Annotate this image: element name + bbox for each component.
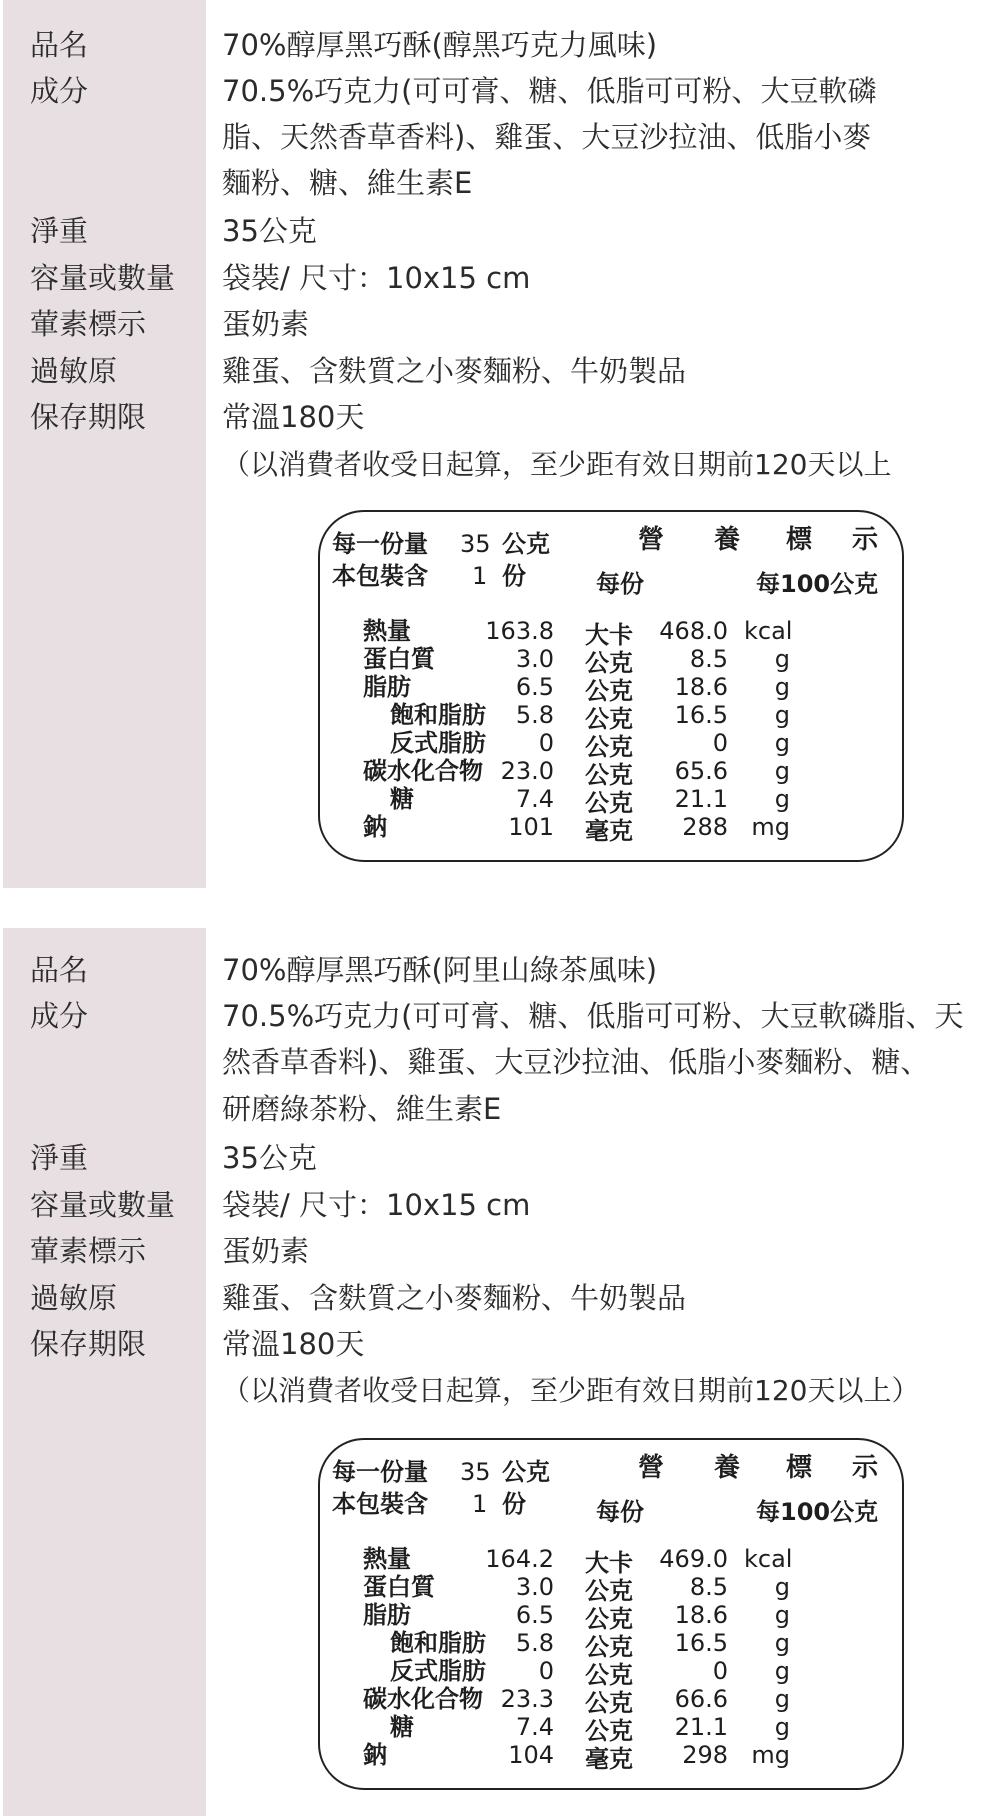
per-100g-header: 每100公克: [756, 570, 879, 598]
per-100g-value: 66.6: [674, 1685, 728, 1713]
serving-size-unit: 公克: [502, 1458, 550, 1486]
per-serving-value: 163.8: [485, 617, 554, 645]
per-100g-value: 65.6: [674, 757, 728, 785]
nutrient-name: 蛋白質: [363, 645, 435, 673]
servings-per-pack-value: 1: [472, 562, 488, 590]
product-name: 70%醇厚黑巧酥(醇黑巧克力風味): [222, 28, 658, 62]
nutrition-title-char: 示: [852, 525, 879, 555]
label-ingredients: 成分: [30, 999, 89, 1033]
nutrition-title-char: 養: [714, 525, 741, 555]
per-serving-header: 每份: [596, 1498, 644, 1526]
per-100g-unit: g: [774, 701, 790, 729]
nutrition-label: [318, 510, 904, 862]
per-serving-header: 每份: [596, 570, 644, 598]
per-serving-unit: 公克: [585, 1633, 633, 1661]
per-100g-value: 16.5: [674, 1629, 728, 1657]
per-serving-value: 6.5: [515, 673, 554, 701]
label-ingredients: 成分: [30, 74, 89, 108]
per-100g-value: 8.5: [689, 645, 728, 673]
nutrient-name: 蛋白質: [363, 1573, 435, 1601]
per-serving-unit: 公克: [585, 705, 633, 733]
ingredients-line: 70.5%巧克力(可可膏、糖、低脂可可粉、大豆軟磷脂、天: [222, 999, 964, 1033]
per-100g-unit: g: [774, 785, 790, 813]
shelf-life-note: （以消費者收受日起算，至少距有效日期前120天以上）: [222, 1374, 920, 1407]
per-serving-unit: 公克: [585, 1605, 633, 1633]
label-column-background: [3, 928, 206, 1816]
per-serving-unit: 公克: [585, 1717, 633, 1745]
per-100g-value: 469.0: [659, 1545, 728, 1573]
label-shelf-life: 保存期限: [30, 400, 147, 434]
per-100g-unit: g: [774, 645, 790, 673]
label-net-weight: 淨重: [30, 214, 89, 248]
per-serving-unit: 大卡: [585, 1549, 633, 1577]
label-net-weight: 淨重: [30, 1141, 89, 1175]
nutrient-name: 糖: [390, 1713, 414, 1741]
ingredients-line: 麵粉、糖、維生素E: [222, 166, 473, 200]
per-serving-unit: 公克: [585, 761, 633, 789]
nutrient-name: 碳水化合物: [363, 1685, 483, 1713]
shelf-life-note: （以消費者收受日起算，至少距有效日期前120天以上: [222, 448, 892, 481]
label-diet: 葷素標示: [30, 1234, 147, 1268]
net-weight: 35公克: [222, 214, 317, 248]
per-serving-unit: 毫克: [585, 1745, 633, 1773]
per-100g-unit: g: [774, 1657, 790, 1685]
per-100g-unit: g: [774, 1685, 790, 1713]
per-100g-value: 0: [712, 729, 728, 757]
nutrient-name: 鈉: [363, 1741, 387, 1769]
per-100g-unit: g: [774, 1713, 790, 1741]
ingredients-line: 脂、天然香草香料)、雞蛋、大豆沙拉油、低脂小麥: [222, 120, 872, 154]
label-allergens: 過敏原: [30, 354, 118, 388]
nutrient-name: 熱量: [363, 617, 411, 645]
per-serving-value: 0: [538, 729, 554, 757]
nutrient-name: 鈉: [363, 813, 387, 841]
per-100g-value: 8.5: [689, 1573, 728, 1601]
per-serving-value: 6.5: [515, 1601, 554, 1629]
label-capacity: 容量或數量: [30, 1188, 176, 1222]
per-100g-value: 21.1: [674, 1713, 728, 1741]
per-serving-value: 23.0: [500, 757, 554, 785]
per-serving-unit: 毫克: [585, 817, 633, 845]
capacity: 袋裝/ 尺寸：10x15 cm: [222, 1188, 531, 1222]
per-serving-unit: 公克: [585, 649, 633, 677]
per-100g-unit: g: [774, 729, 790, 757]
per-serving-unit: 公克: [585, 789, 633, 817]
nutrition-title-char: 營: [638, 525, 665, 555]
servings-per-pack-unit: 份: [502, 1490, 526, 1518]
serving-size-unit: 公克: [502, 530, 550, 558]
nutrient-name: 反式脂肪: [390, 729, 486, 757]
nutrient-name: 飽和脂肪: [390, 1629, 486, 1657]
per-100g-unit: g: [774, 1629, 790, 1657]
per-serving-value: 3.0: [515, 1573, 554, 1601]
product-info-section: [0, 928, 1000, 1816]
nutrition-title-char: 標: [786, 1453, 813, 1483]
per-100g-unit: kcal: [744, 617, 793, 645]
per-100g-value: 21.1: [674, 785, 728, 813]
per-serving-unit: 公克: [585, 733, 633, 761]
per-100g-header: 每100公克: [756, 1498, 879, 1526]
per-100g-value: 288: [682, 813, 728, 841]
per-100g-value: 468.0: [659, 617, 728, 645]
nutrition-title-char: 營: [638, 1453, 665, 1483]
per-100g-value: 18.6: [674, 1601, 728, 1629]
per-serving-value: 7.4: [515, 785, 554, 813]
product-name: 70%醇厚黑巧酥(阿里山綠茶風味): [222, 953, 658, 987]
servings-per-pack-unit: 份: [502, 562, 526, 590]
per-serving-value: 3.0: [515, 645, 554, 673]
nutrient-name: 碳水化合物: [363, 757, 483, 785]
per-serving-value: 104: [508, 1741, 554, 1769]
nutrient-name: 飽和脂肪: [390, 701, 486, 729]
ingredients-line: 70.5%巧克力(可可膏、糖、低脂可可粉、大豆軟磷: [222, 74, 877, 108]
ingredients-line: 研磨綠茶粉、維生素E: [222, 1092, 502, 1126]
servings-per-pack-label: 本包裝含: [332, 1490, 428, 1518]
servings-per-pack-label: 本包裝含: [332, 562, 428, 590]
allergens: 雞蛋、含麩質之小麥麵粉、牛奶製品: [222, 1281, 687, 1315]
label-diet: 葷素標示: [30, 307, 147, 341]
label-capacity: 容量或數量: [30, 261, 176, 295]
allergens: 雞蛋、含麩質之小麥麵粉、牛奶製品: [222, 354, 687, 388]
servings-per-pack-value: 1: [472, 1490, 488, 1518]
per-serving-unit: 公克: [585, 677, 633, 705]
label-shelf-life: 保存期限: [30, 1327, 147, 1361]
ingredients-line: 然香草香料)、雞蛋、大豆沙拉油、低脂小麥麵粉、糖、: [222, 1045, 930, 1079]
shelf-life: 常溫180天: [222, 400, 365, 434]
per-serving-unit: 公克: [585, 1661, 633, 1689]
per-100g-value: 18.6: [674, 673, 728, 701]
per-100g-unit: mg: [751, 813, 790, 841]
nutrient-name: 脂肪: [363, 1601, 411, 1629]
label-column-background: [3, 0, 206, 888]
label-product-name: 品名: [30, 28, 89, 62]
per-100g-value: 0: [712, 1657, 728, 1685]
capacity: 袋裝/ 尺寸：10x15 cm: [222, 261, 531, 295]
per-100g-unit: g: [774, 1573, 790, 1601]
per-serving-value: 5.8: [515, 1629, 554, 1657]
nutrition-label: [318, 1438, 904, 1790]
per-serving-unit: 公克: [585, 1689, 633, 1717]
nutrient-name: 脂肪: [363, 673, 411, 701]
per-serving-value: 0: [538, 1657, 554, 1685]
per-serving-unit: 大卡: [585, 621, 633, 649]
per-100g-value: 16.5: [674, 701, 728, 729]
serving-size-label: 每一份量: [332, 530, 428, 558]
shelf-life: 常溫180天: [222, 1327, 365, 1361]
per-100g-unit: g: [774, 673, 790, 701]
label-product-name: 品名: [30, 953, 89, 987]
per-100g-unit: g: [774, 1601, 790, 1629]
per-100g-unit: mg: [751, 1741, 790, 1769]
serving-size-value: 35: [460, 1458, 491, 1486]
diet-type: 蛋奶素: [222, 307, 310, 341]
nutrient-name: 反式脂肪: [390, 1657, 486, 1685]
serving-size-value: 35: [460, 530, 491, 558]
nutrition-title-char: 示: [852, 1453, 879, 1483]
per-serving-unit: 公克: [585, 1577, 633, 1605]
nutrient-name: 糖: [390, 785, 414, 813]
per-serving-value: 164.2: [485, 1545, 554, 1573]
per-serving-value: 101: [508, 813, 554, 841]
serving-size-label: 每一份量: [332, 1458, 428, 1486]
label-allergens: 過敏原: [30, 1281, 118, 1315]
nutrient-name: 熱量: [363, 1545, 411, 1573]
nutrition-title-char: 養: [714, 1453, 741, 1483]
per-serving-value: 23.3: [500, 1685, 554, 1713]
diet-type: 蛋奶素: [222, 1234, 310, 1268]
per-serving-value: 5.8: [515, 701, 554, 729]
nutrition-title-char: 標: [786, 525, 813, 555]
per-100g-unit: kcal: [744, 1545, 793, 1573]
product-info-section: [0, 0, 1000, 888]
net-weight: 35公克: [222, 1141, 317, 1175]
per-100g-value: 298: [682, 1741, 728, 1769]
per-serving-value: 7.4: [515, 1713, 554, 1741]
per-100g-unit: g: [774, 757, 790, 785]
